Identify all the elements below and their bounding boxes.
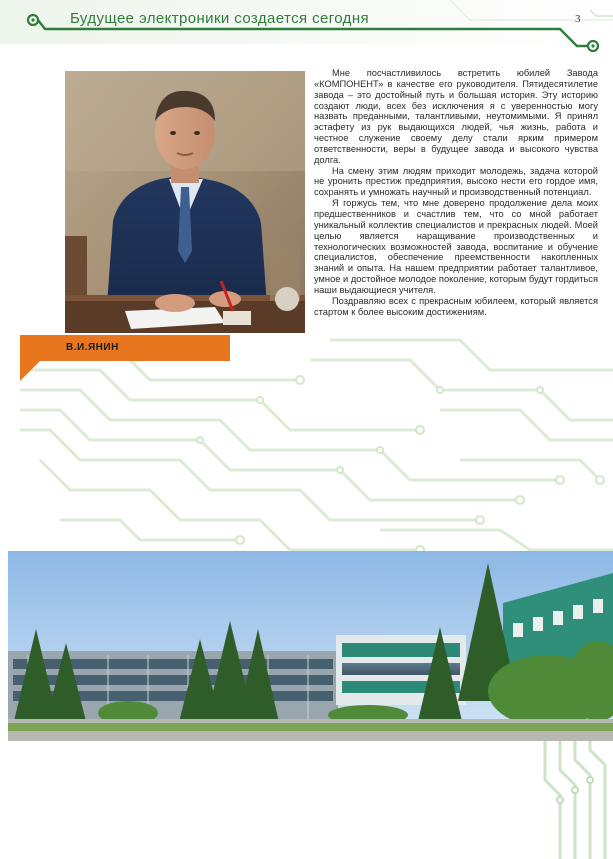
page-header [0, 0, 613, 44]
article-paragraph: Мне посчастливилось встретить юбилей Завода «КОМПОНЕНТ» в качестве его руководителя. Пятидесятилетие завода – это достойный путь и большая история. Эту историю создают люди, всех без исключения я с уверенностью могу назвать преданными, талантливыми, неутомимыми. Я принял эстафету из рук выдающихся людей, чья жизнь, работа и честное служение своему делу стали ярким примером ответственности, веры в будущее завода и высокого чувства долга. [314, 68, 598, 165]
director-portrait-photo [65, 71, 305, 333]
article-body [314, 68, 598, 317]
caption-band [20, 335, 230, 361]
article-paragraph: На смену этим людям приходит молодежь, задача которой не уронить престиж предприятия, высоко нести его гордое имя, сохранять и умножать научный и производственный потенциал. [314, 165, 598, 198]
portrait-caption: В.И.ЯНИН [66, 342, 119, 353]
page-number: 3 [575, 13, 581, 25]
header-title: Будущее электроники создается сегодня [70, 10, 370, 27]
article-paragraph: Поздравляю всех с прекрасным юбилеем, который является стартом к более высоким достижениям. [314, 295, 598, 317]
circuit-corner-decoration [540, 740, 613, 859]
article-paragraph: Я горжусь тем, что мне доверено продолжение дела моих предшественников и счастлив тем, что со мной работает уникальный коллектив специалистов и прекрасных людей. Моей целью является наращивание производственных и технологических возможностей завода, воспитание и обучение специалистов, обеспечение преемственности накопленных знаний и опыта. На нашем предприятии работает талантливое, умное и достойное молодое поколение, которым будут гордиться наши выдающиеся учителя. [314, 198, 598, 295]
factory-building-photo [8, 551, 613, 741]
circuit-trace-icon [0, 0, 613, 60]
